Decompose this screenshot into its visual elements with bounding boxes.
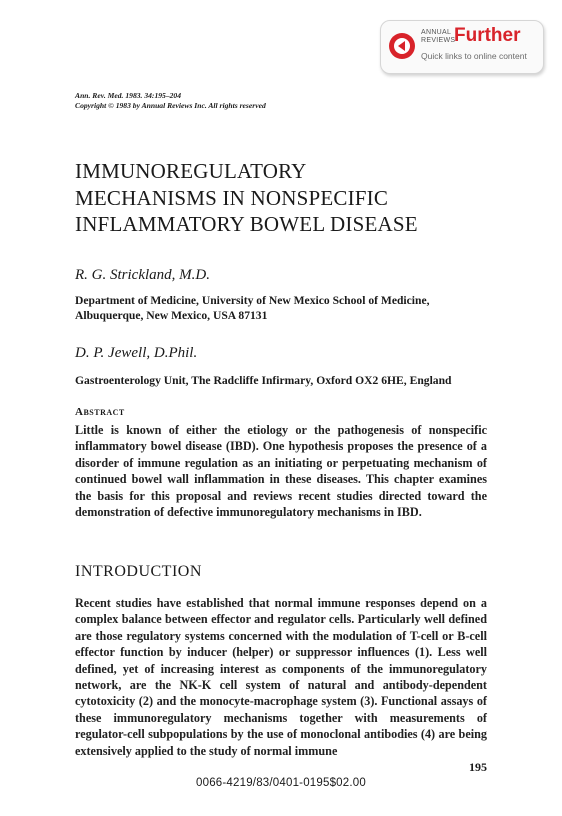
author-affiliation <box>75 293 430 323</box>
affiliation-line: Department of Medicine, University of New Mexico School of Medicine, <box>75 294 430 307</box>
article-title <box>75 158 418 238</box>
play-back-icon <box>387 31 417 61</box>
author-name: D. P. Jewell, D.Phil. <box>75 345 198 361</box>
abstract-text: Little is known of either the etiology or the pathogenesis of nonspecific inflammatory bowel disease (IBD). One hypothesis proposes the presence of a disorder of immune regulation as an initiating or perpetuating mechanism of continued bowel wall inflammation in these diseases. This chapter examines the basis for this proposal and reviews recent studies directed toward the demonstration of defective immunoregulatory mechanisms in IBD. <box>75 423 487 520</box>
affiliation-line: Albuquerque, New Mexico, USA 87131 <box>75 309 268 322</box>
author-affiliation <box>75 373 451 388</box>
title-line: INFLAMMATORY BOWEL DISEASE <box>75 212 418 236</box>
citation-journal: Ann. Rev. Med. 1983. 34:195–204 <box>75 91 182 100</box>
affiliation-line: Gastroenterology Unit, The Radcliffe Infirmary, Oxford OX2 6HE, England <box>75 374 452 387</box>
badge-further-text: Further <box>454 25 521 46</box>
badge-annual-text: ANNUAL <box>421 29 452 36</box>
citation-block <box>75 91 266 111</box>
badge-subtitle: Quick links to online content <box>421 51 527 61</box>
author-name: R. G. Strickland, M.D. <box>75 267 210 283</box>
article-code: 0066-4219/83/0401-0195$02.00 <box>196 777 366 789</box>
badge-reviews-text: REVIEWS <box>421 37 456 44</box>
citation-copyright: Copyright © 1983 by Annual Reviews Inc. All rights reserved <box>75 101 266 110</box>
title-line: IMMUNOREGULATORY <box>75 159 307 183</box>
introduction-heading: INTRODUCTION <box>75 563 202 580</box>
title-line: MECHANISMS IN NONSPECIFIC <box>75 185 389 210</box>
introduction-text: Recent studies have established that normal immune responses depend on a complex balance between effector and regulator cells. Particularly well defined are those regulatory systems concerned with the modulation of T-cell or B-cell effector function by inducer (helper) or suppressor influences (1). Less well defined, yet of increasing interest as components of the immunoregulatory network, are the NK-K cell system of natural and antibody-dependent cytotoxicity (2) and the monocyte-macrophage system (3). Functional assays of these immunoregulatory mechanisms together with measurements of regulator-cell subpopulations by the use of monoclonal antibodies (4) are being extensively applied to the study of normal immune <box>75 596 487 758</box>
annual-reviews-further-badge[interactable] <box>380 20 544 74</box>
page-number: 195 <box>469 760 487 774</box>
abstract-heading: Abstract <box>75 406 125 418</box>
